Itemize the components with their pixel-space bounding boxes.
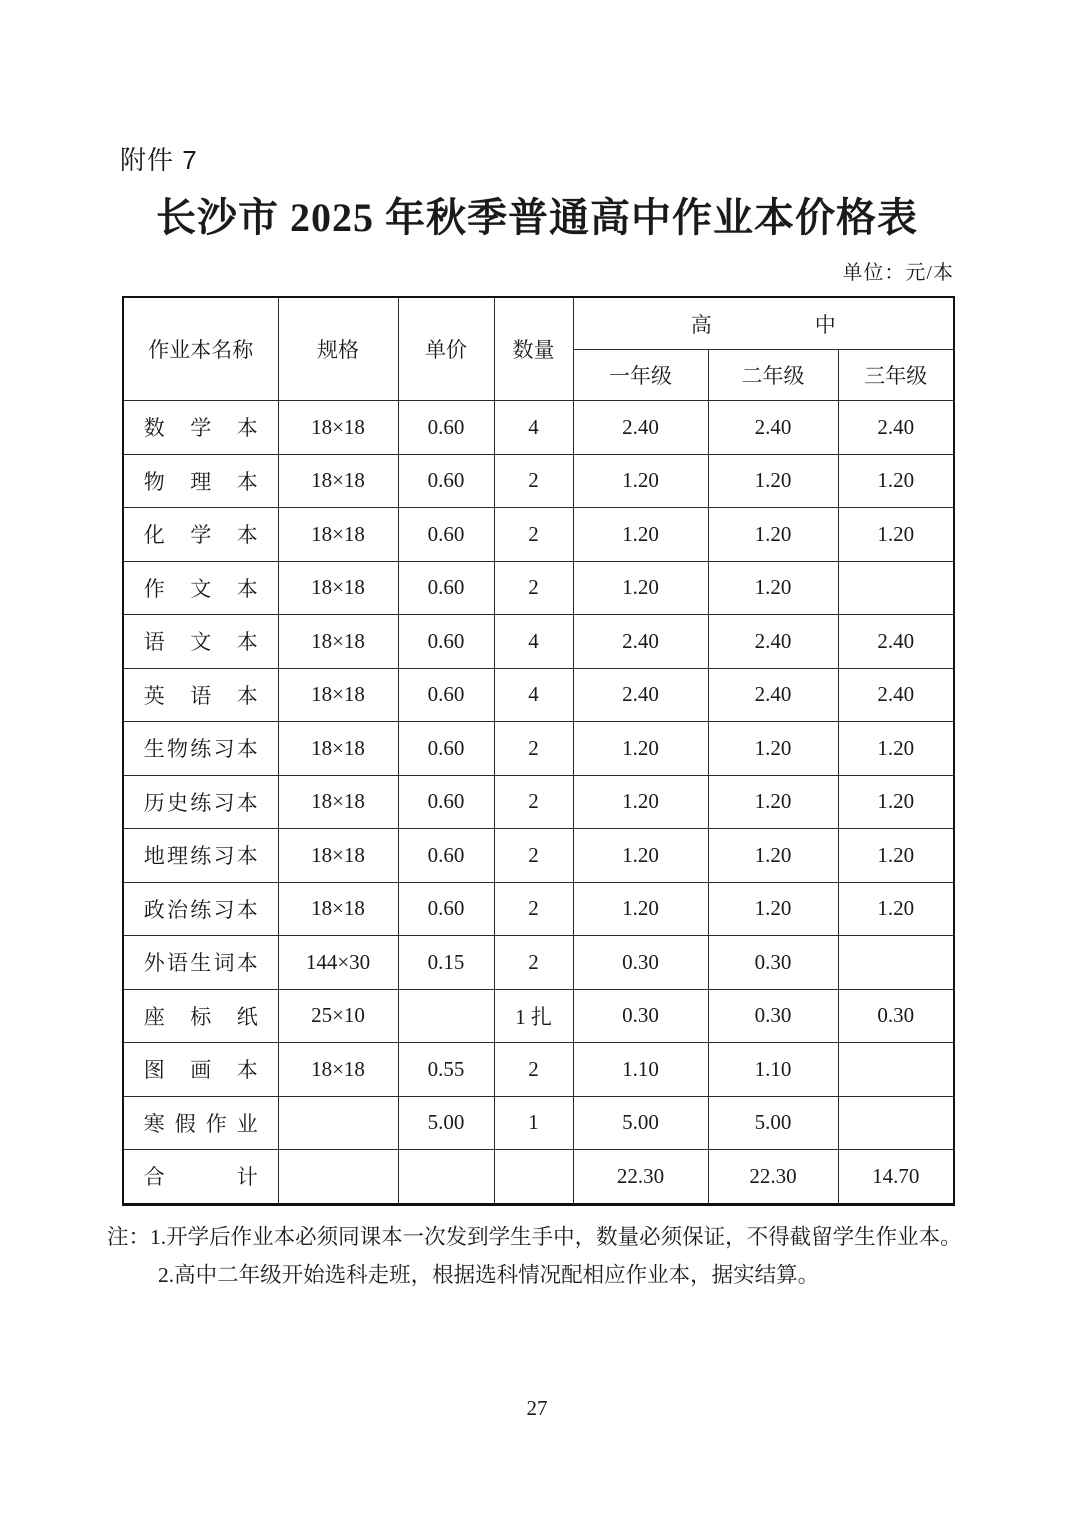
spec-cell bbox=[278, 1150, 398, 1205]
spec-cell: 18×18 bbox=[278, 882, 398, 936]
workbook-name-label: 地理练习本 bbox=[143, 844, 258, 869]
grade3-cell: 2.40 bbox=[838, 668, 954, 722]
table-row bbox=[123, 1096, 954, 1150]
workbook-name-label: 外语生词本 bbox=[143, 951, 258, 976]
attachment-label: 附件 7 bbox=[120, 145, 198, 175]
table-row bbox=[123, 615, 954, 669]
spec-cell: 18×18 bbox=[278, 561, 398, 615]
qty-cell: 2 bbox=[494, 454, 573, 508]
col-header-grade1: 一年级 bbox=[573, 350, 708, 401]
spec-cell: 18×18 bbox=[278, 401, 398, 455]
grade2-cell: 1.20 bbox=[708, 882, 838, 936]
workbook-name-label: 数学本 bbox=[143, 416, 258, 441]
name-cell bbox=[123, 1096, 278, 1150]
spec-cell: 18×18 bbox=[278, 829, 398, 883]
grade3-cell bbox=[838, 936, 954, 990]
note-2: 2.高中二年级开始选科走班，根据选科情况配相应作业本，据实结算。 bbox=[158, 1263, 820, 1287]
grade2-cell: 0.30 bbox=[708, 936, 838, 990]
grade2-cell: 1.20 bbox=[708, 454, 838, 508]
name-cell bbox=[123, 508, 278, 562]
spec-cell: 18×18 bbox=[278, 775, 398, 829]
table-row bbox=[123, 989, 954, 1043]
price-cell: 0.60 bbox=[398, 615, 494, 669]
unit-label: 单位：元/本 bbox=[842, 262, 954, 284]
grade2-cell: 0.30 bbox=[708, 989, 838, 1043]
qty-cell: 4 bbox=[494, 668, 573, 722]
grade2-cell: 2.40 bbox=[708, 668, 838, 722]
price-table-header bbox=[123, 297, 954, 401]
price-table-body bbox=[123, 401, 954, 1205]
grade2-cell: 2.40 bbox=[708, 615, 838, 669]
grade1-cell: 1.20 bbox=[573, 561, 708, 615]
grade1-cell: 1.20 bbox=[573, 454, 708, 508]
grade1-cell: 1.20 bbox=[573, 775, 708, 829]
grade2-cell: 1.20 bbox=[708, 722, 838, 776]
note-1: 注：1.开学后作业本必须同课本一次发到学生手中，数量必须保证，不得截留学生作业本。 bbox=[107, 1225, 962, 1249]
qty-cell: 1 bbox=[494, 1096, 573, 1150]
workbook-name-label: 生物练习本 bbox=[143, 737, 258, 762]
table-row bbox=[123, 454, 954, 508]
workbook-name-label: 语文本 bbox=[143, 630, 258, 655]
name-cell bbox=[123, 775, 278, 829]
page-number: 27 bbox=[526, 1396, 548, 1420]
price-cell: 0.60 bbox=[398, 401, 494, 455]
grade3-cell: 1.20 bbox=[838, 454, 954, 508]
name-cell bbox=[123, 829, 278, 883]
qty-cell: 4 bbox=[494, 401, 573, 455]
col-header-group bbox=[573, 297, 954, 350]
spec-cell: 144×30 bbox=[278, 936, 398, 990]
qty-cell: 2 bbox=[494, 1043, 573, 1097]
price-cell bbox=[398, 1150, 494, 1205]
name-cell bbox=[123, 401, 278, 455]
grade2-cell: 1.20 bbox=[708, 829, 838, 883]
table-row bbox=[123, 668, 954, 722]
grade2-cell: 5.00 bbox=[708, 1096, 838, 1150]
workbook-name-label: 合计 bbox=[143, 1165, 258, 1190]
price-table bbox=[122, 296, 955, 1206]
price-cell bbox=[398, 989, 494, 1043]
qty-cell: 4 bbox=[494, 615, 573, 669]
grade1-cell: 1.20 bbox=[573, 829, 708, 883]
qty-cell: 2 bbox=[494, 775, 573, 829]
grade3-cell bbox=[838, 561, 954, 615]
spec-cell: 18×18 bbox=[278, 615, 398, 669]
table-row bbox=[123, 829, 954, 883]
grade1-cell: 0.30 bbox=[573, 936, 708, 990]
grade3-cell: 0.30 bbox=[838, 989, 954, 1043]
grade1-cell: 1.20 bbox=[573, 508, 708, 562]
workbook-name-label: 图画本 bbox=[143, 1058, 258, 1083]
name-cell bbox=[123, 936, 278, 990]
grade1-cell: 2.40 bbox=[573, 668, 708, 722]
grade1-cell: 1.20 bbox=[573, 722, 708, 776]
name-cell bbox=[123, 454, 278, 508]
name-cell bbox=[123, 615, 278, 669]
page-title: 长沙市 2025 年秋季普通高中作业本价格表 bbox=[156, 195, 918, 240]
name-cell bbox=[123, 668, 278, 722]
workbook-name-label: 作文本 bbox=[143, 576, 258, 601]
price-cell: 0.60 bbox=[398, 454, 494, 508]
table-row bbox=[123, 936, 954, 990]
grade3-cell: 1.20 bbox=[838, 882, 954, 936]
name-cell bbox=[123, 722, 278, 776]
price-cell: 0.15 bbox=[398, 936, 494, 990]
qty-cell: 2 bbox=[494, 936, 573, 990]
grade1-cell: 0.30 bbox=[573, 989, 708, 1043]
price-cell: 0.60 bbox=[398, 829, 494, 883]
grade2-cell: 1.20 bbox=[708, 508, 838, 562]
qty-cell bbox=[494, 1150, 573, 1205]
table-row bbox=[123, 775, 954, 829]
table-row bbox=[123, 722, 954, 776]
price-cell: 0.60 bbox=[398, 561, 494, 615]
spec-cell: 18×18 bbox=[278, 1043, 398, 1097]
table-row bbox=[123, 561, 954, 615]
grade3-cell bbox=[838, 1043, 954, 1097]
grade1-cell: 1.20 bbox=[573, 882, 708, 936]
spec-cell: 18×18 bbox=[278, 668, 398, 722]
col-header-unit-price: 单价 bbox=[398, 297, 494, 401]
grade3-cell: 2.40 bbox=[838, 615, 954, 669]
col-header-grade3: 三年级 bbox=[838, 350, 954, 401]
grade3-cell: 1.20 bbox=[838, 775, 954, 829]
grade2-cell: 1.10 bbox=[708, 1043, 838, 1097]
table-row bbox=[123, 401, 954, 455]
price-cell: 0.60 bbox=[398, 668, 494, 722]
notes bbox=[107, 1218, 967, 1294]
qty-cell: 2 bbox=[494, 882, 573, 936]
grade3-cell: 1.20 bbox=[838, 508, 954, 562]
workbook-name-label: 寒假作业 bbox=[143, 1111, 258, 1136]
workbook-name-label: 历史练习本 bbox=[143, 790, 258, 815]
name-cell bbox=[123, 1043, 278, 1097]
col-header-group-label: 高中 bbox=[690, 312, 836, 337]
grade2-cell: 22.30 bbox=[708, 1150, 838, 1205]
workbook-name-label: 英语本 bbox=[143, 683, 258, 708]
grade1-cell: 2.40 bbox=[573, 615, 708, 669]
grade3-cell bbox=[838, 1096, 954, 1150]
price-cell: 0.60 bbox=[398, 508, 494, 562]
col-header-name: 作业本名称 bbox=[123, 297, 278, 401]
grade1-cell: 5.00 bbox=[573, 1096, 708, 1150]
table-row bbox=[123, 1043, 954, 1097]
qty-cell: 2 bbox=[494, 561, 573, 615]
name-cell bbox=[123, 882, 278, 936]
table-row bbox=[123, 1150, 954, 1205]
qty-cell: 2 bbox=[494, 508, 573, 562]
spec-cell: 25×10 bbox=[278, 989, 398, 1043]
col-header-grade2: 二年级 bbox=[708, 350, 838, 401]
grade3-cell: 1.20 bbox=[838, 722, 954, 776]
table-row bbox=[123, 882, 954, 936]
name-cell bbox=[123, 1150, 278, 1205]
grade1-cell: 2.40 bbox=[573, 401, 708, 455]
grade3-cell: 2.40 bbox=[838, 401, 954, 455]
price-cell: 0.60 bbox=[398, 882, 494, 936]
workbook-name-label: 政治练习本 bbox=[143, 897, 258, 922]
price-cell: 0.60 bbox=[398, 775, 494, 829]
name-cell bbox=[123, 561, 278, 615]
workbook-name-label: 物理本 bbox=[143, 469, 258, 494]
qty-cell: 2 bbox=[494, 722, 573, 776]
spec-cell: 18×18 bbox=[278, 454, 398, 508]
price-cell: 5.00 bbox=[398, 1096, 494, 1150]
table-row bbox=[123, 508, 954, 562]
price-cell: 0.55 bbox=[398, 1043, 494, 1097]
grade3-cell: 14.70 bbox=[838, 1150, 954, 1205]
grade3-cell: 1.20 bbox=[838, 829, 954, 883]
grade1-cell: 1.10 bbox=[573, 1043, 708, 1097]
qty-cell: 1 扎 bbox=[494, 989, 573, 1043]
spec-cell: 18×18 bbox=[278, 722, 398, 776]
name-cell bbox=[123, 989, 278, 1043]
workbook-name-label: 座标纸 bbox=[143, 1004, 258, 1029]
grade1-cell: 22.30 bbox=[573, 1150, 708, 1205]
header-row-top bbox=[123, 297, 954, 350]
qty-cell: 2 bbox=[494, 829, 573, 883]
grade2-cell: 1.20 bbox=[708, 775, 838, 829]
col-header-quantity: 数量 bbox=[494, 297, 573, 401]
workbook-name-label: 化学本 bbox=[143, 523, 258, 548]
spec-cell bbox=[278, 1096, 398, 1150]
grade2-cell: 2.40 bbox=[708, 401, 838, 455]
grade2-cell: 1.20 bbox=[708, 561, 838, 615]
price-cell: 0.60 bbox=[398, 722, 494, 776]
col-header-spec: 规格 bbox=[278, 297, 398, 401]
spec-cell: 18×18 bbox=[278, 508, 398, 562]
